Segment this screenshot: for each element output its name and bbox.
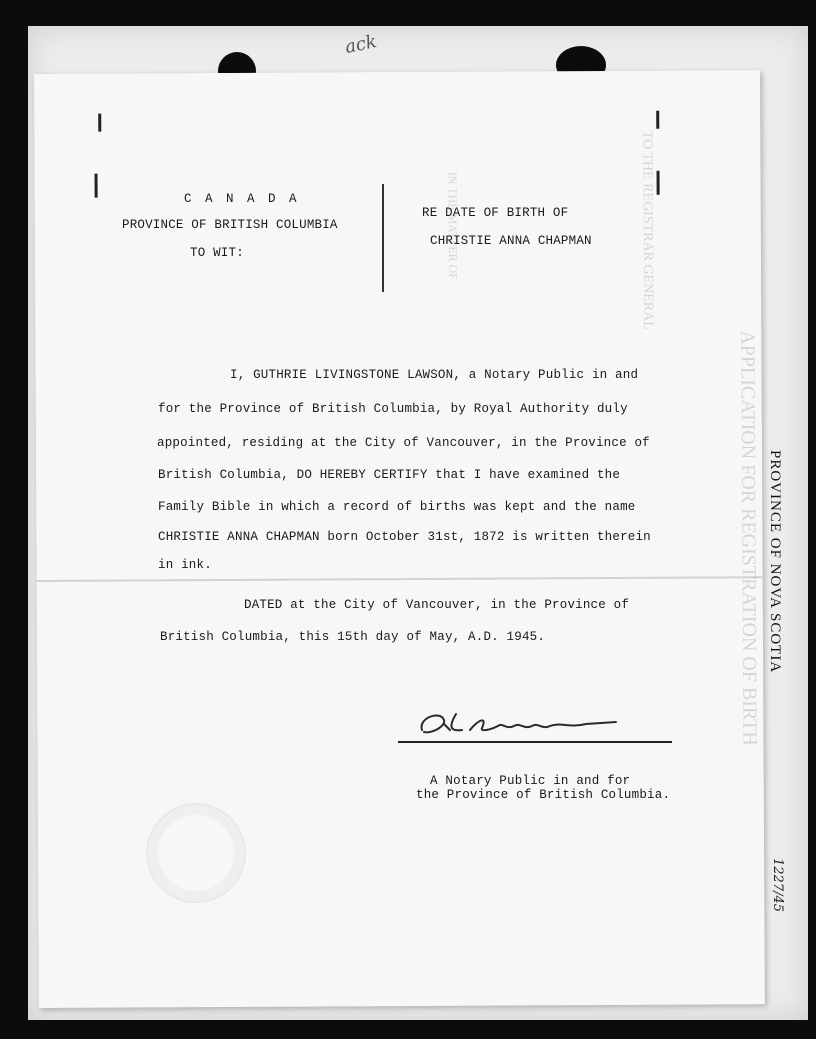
body-line: appointed, residing at the City of Vancouver, in the Province of [157,436,650,450]
body-line: in ink. [158,558,212,572]
bleed-through-text: TO THE REGISTRAR GENERAL [639,130,656,330]
staple-mark [657,171,660,195]
body-line: for the Province of British Columbia, by Royal Authority duly [158,402,628,416]
bleed-through-text: APPLICATION FOR REGISTRATION OF BIRTH [736,330,761,746]
body-line: Family Bible in which a record of births was kept and the name [158,500,636,514]
bracket-divider [372,184,384,292]
staple-mark [656,111,659,129]
header-left-line: PROVINCE OF BRITISH COLUMBIA [122,218,338,232]
body-line: I, GUTHRIE LIVINGSTONE LAWSON, a Notary Public in and [230,368,639,382]
header-right-line: CHRISTIE ANNA CHAPMAN [430,234,592,248]
header-right-line: RE DATE OF BIRTH OF [422,206,569,220]
notary-seal-embossing [146,803,247,904]
header-left-line: C A N A D A [184,192,300,206]
staple-mark [95,174,98,198]
body-line: CHRISTIE ANNA CHAPMAN born October 31st, 1872 is written therein [158,530,651,544]
staple-mark [98,114,101,132]
handwritten-note: ack [343,30,379,59]
province-title: PROVINCE OF NOVA SCOTIA [767,450,783,674]
file-number: 1227/45 [770,858,785,913]
header-left-line: TO WIT: [190,246,244,260]
notary-caption-line: the Province of British Columbia. [416,788,671,802]
notary-caption-line: A Notary Public in and for [430,774,631,788]
bleed-through-text: IN THE MATTER OF [445,171,461,280]
body-line: British Columbia, DO HEREBY CERTIFY that I have examined the [158,468,621,482]
fold-line [37,576,763,582]
signature-line [398,741,672,743]
dated-line: DATED at the City of Vancouver, in the Province of [244,598,630,612]
dated-line: British Columbia, this 15th day of May, A.D. 1945. [160,630,546,644]
